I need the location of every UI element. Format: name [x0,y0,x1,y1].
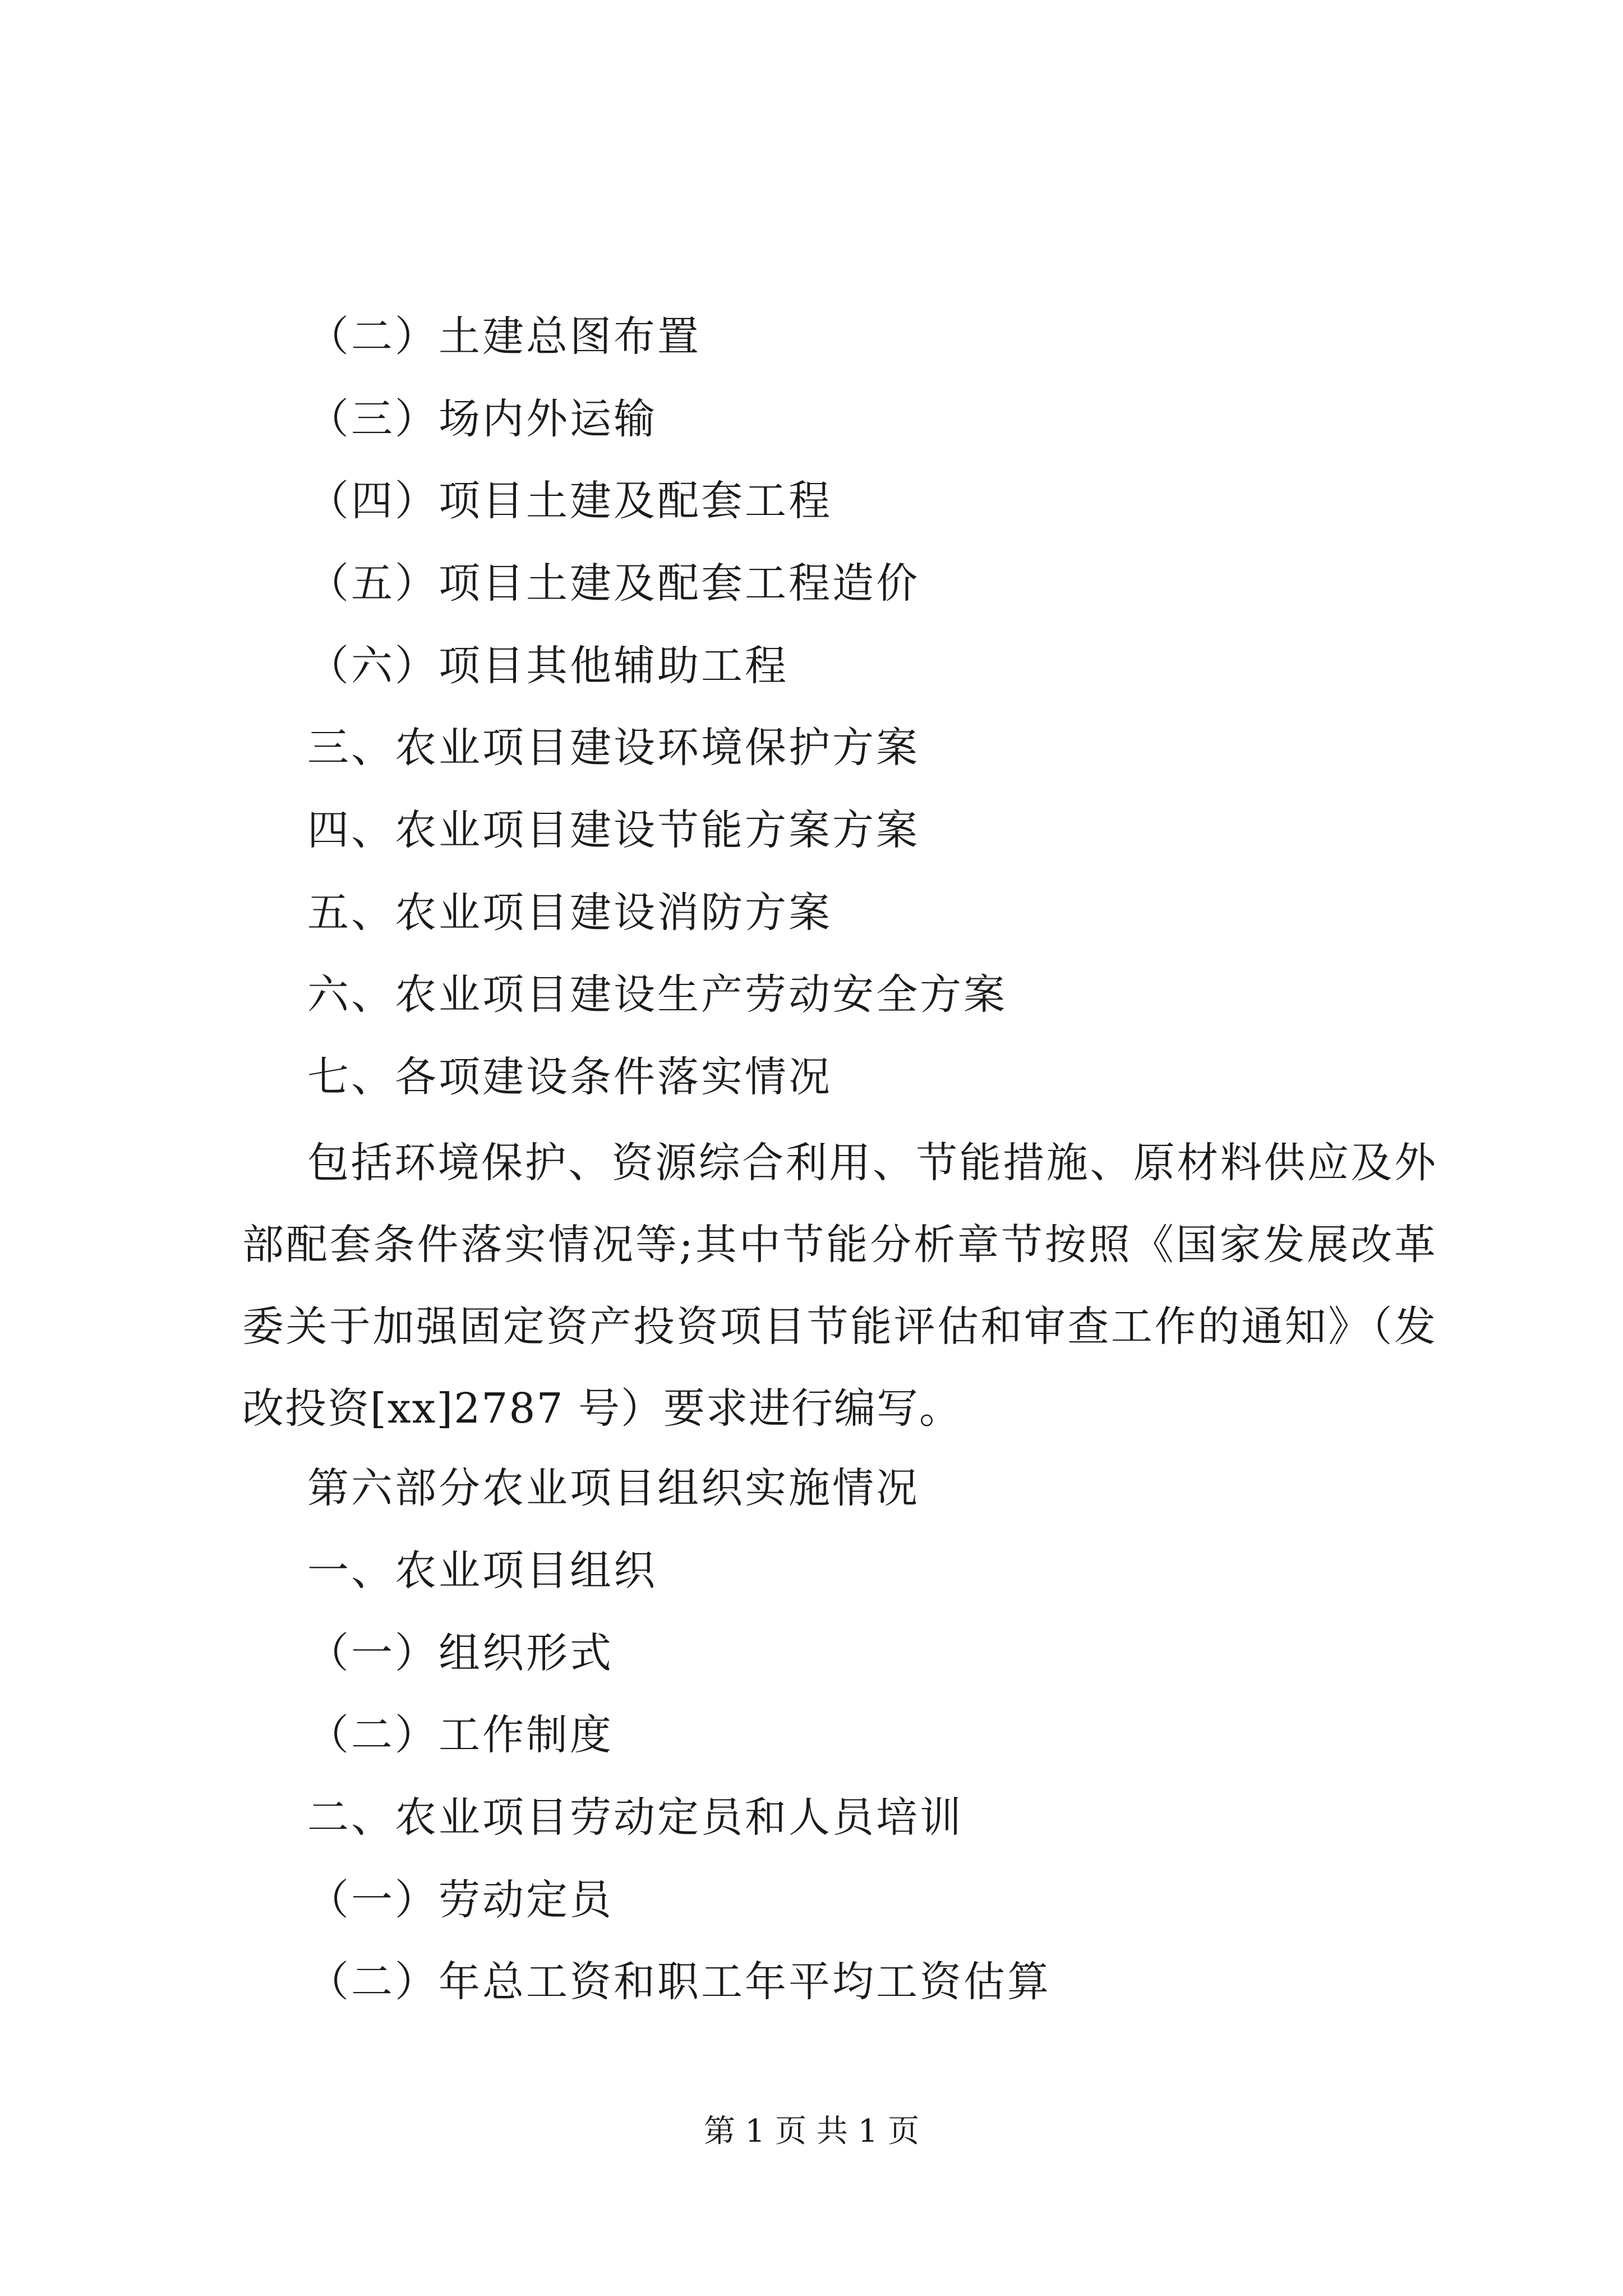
heading-line: 六、农业项目建设生产劳动安全方案 [307,970,1007,1019]
paragraph-line: 包括环境保护、资源综合利用、节能措施、原材料供应及外 [307,1139,1437,1187]
body-paragraph [242,1122,1437,1450]
heading-line: 第六部分农业项目组织实施情况 [307,1464,920,1512]
heading-line: 五、农业项目建设消防方案 [307,889,832,937]
heading-line: （二）土建总图布置 [307,312,701,361]
heading-line: （一）组织形式 [307,1629,614,1677]
heading-line: 二、农业项目劳动定员和人员培训 [307,1793,963,1842]
page-footer: 第 1 页 共 1 页 [703,2113,920,2150]
heading-line: （二）年总工资和职工年平均工资估算 [307,1958,1051,2006]
heading-line: （五）项目土建及配套工程造价 [307,559,920,608]
paragraph-line: 委关于加强固定资产投资项目节能评估和审查工作的通知》（发 [242,1303,1437,1351]
heading-line: 三、农业项目建设环境保护方案 [307,724,920,772]
heading-line: （三）场内外运输 [307,395,657,443]
heading-line: 七、各项建设条件落实情况 [307,1053,832,1101]
heading-line: （一）劳动定员 [307,1876,614,1924]
paragraph-line: 部配套条件落实情况等;其中节能分析章节按照《国家发展改革 [242,1221,1437,1269]
heading-line: （四）项目土建及配套工程 [307,477,832,525]
heading-line: 一、农业项目组织 [307,1547,657,1595]
heading-line: 四、农业项目建设节能方案方案 [307,806,920,854]
heading-line: （二）工作制度 [307,1711,614,1759]
paragraph-line: 改投资[xx]2787 号）要求进行编写。 [242,1384,962,1433]
heading-line: （六）项目其他辅助工程 [307,642,789,690]
